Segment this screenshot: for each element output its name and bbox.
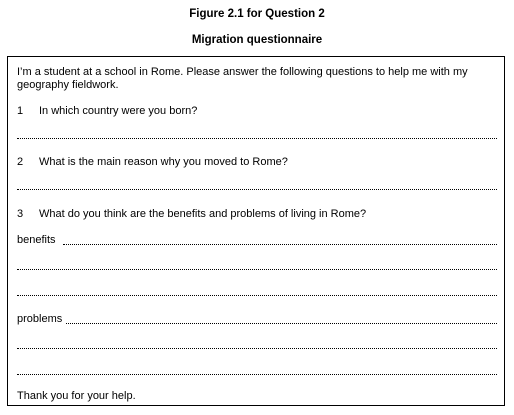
- problems-line-3[interactable]: [17, 374, 497, 375]
- benefits-label: benefits: [17, 234, 56, 246]
- problems-label: problems: [17, 313, 63, 325]
- problems-line-1[interactable]: [66, 323, 497, 324]
- questionnaire-box: [7, 56, 505, 406]
- question-3-text: What do you think are the benefits and problems of living in Rome?: [39, 208, 367, 220]
- question-1-text: In which country were you born?: [39, 105, 198, 117]
- figure-title: Figure 2.1 for Question 2: [189, 8, 325, 20]
- question-1-number: 1: [17, 105, 24, 117]
- closing-text: Thank you for your help.: [17, 390, 136, 402]
- benefits-line-3[interactable]: [17, 295, 497, 296]
- intro-text: I’m a student at a school in Rome. Please answer the following questions to help me with my geography fieldwork.: [17, 66, 468, 91]
- question-2-number: 2: [17, 156, 24, 168]
- figure-subtitle: Migration questionnaire: [191, 34, 323, 46]
- answer-2-line[interactable]: [17, 189, 497, 190]
- answer-1-line[interactable]: [17, 138, 497, 139]
- problems-line-2[interactable]: [17, 348, 497, 349]
- question-2-text: What is the main reason why you moved to Rome?: [39, 156, 288, 168]
- benefits-line-2[interactable]: [17, 269, 497, 270]
- benefits-line-1[interactable]: [63, 244, 497, 245]
- question-3-number: 3: [17, 208, 24, 220]
